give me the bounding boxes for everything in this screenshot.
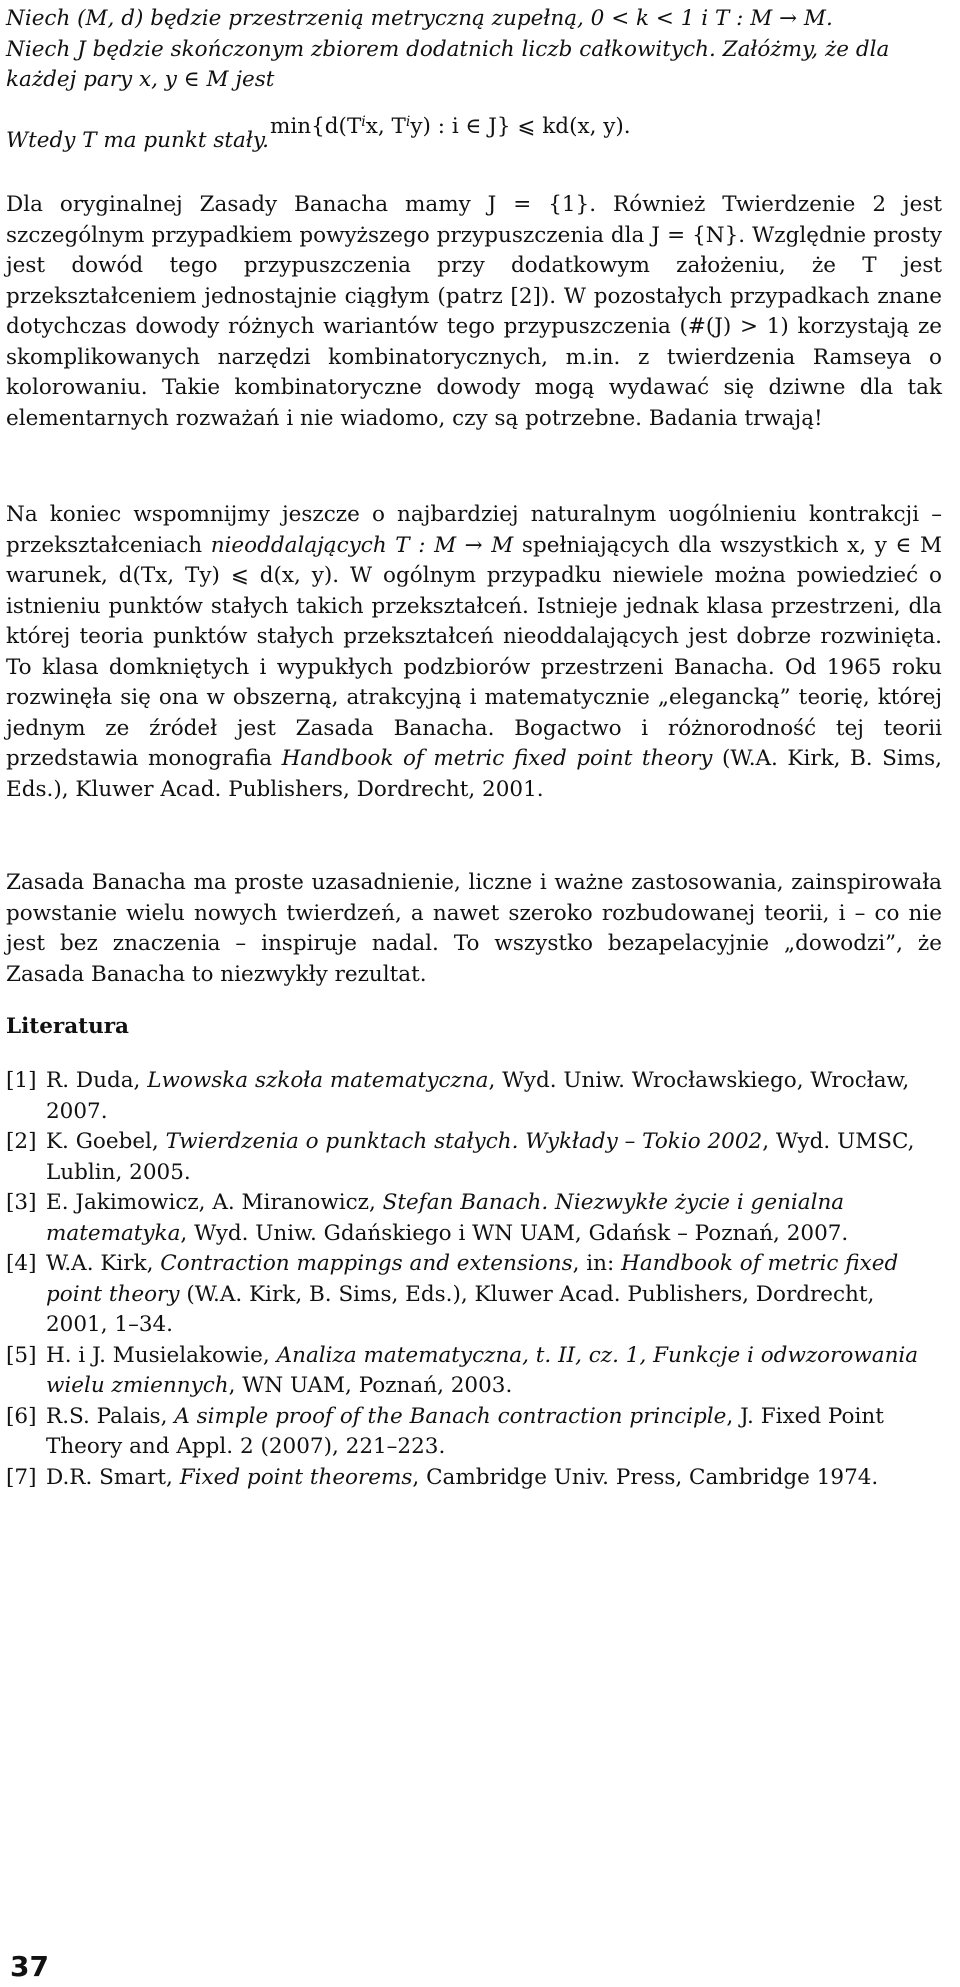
reference-number: [2] [6,1129,37,1154]
reference-item [6,1341,942,1402]
para2-emphasis: nieoddalających T : M → M [210,532,514,558]
reference-body [46,1066,942,1127]
reference-authors: D.R. Smart, [46,1464,180,1490]
literature-heading: Literatura [6,1014,129,1039]
para2-monograph-title: Handbook of metric fixed point theory [281,746,713,771]
reference-item [6,1402,942,1463]
paragraph-nonexpansive-mappings [6,500,942,805]
formula-part-3: y) : i ∈ J} ⩽ kd(x, y). [410,114,631,139]
para2-text-e: (W.A. Kirk, B. Sims, Eds.), Kluwer Acad. Publishers, Dordrecht, 2001. [6,746,942,802]
paragraph-banach-special-cases: Dla oryginalnej Zasady Banacha mamy J = {1}. Również Twierdzenie 2 jest szczególnym przypadkiem powyższego przypuszczenia dla J = {N}. Względnie prosty jest dowód tego przypuszczenia przy dodatkowym założeniu, że T jest przekształceniem jednostajnie ciągłym (patrz [2]). W pozostałych przypadkach znane dotychczas dowody różnych wariantów tego przypuszczenia (#(J) > 1) korzystają ze skomplikowanych narzędzi kombinatorycznych, m.in. z twierdzenia Ramseya o kolorowaniu. Takie kombinatoryczne dowody mogą wydawać się dziwne dla tak elementarnych rozważań i nie wiadomo, czy są potrzebne. Badania trwają! [6,192,942,431]
reference-item [6,1463,942,1494]
conjecture-line-1: Niech (M, d) będzie przestrzenią metryczną zupełną, 0 < k < 1 i T : M → M. [6,6,833,31]
reference-number: [5] [6,1342,37,1368]
conjecture-formula [270,112,631,143]
reference-number: [7] [6,1464,37,1490]
formula-part-2: x, T [365,114,406,139]
reference-number: [4] [6,1251,37,1276]
reference-number: [3] [6,1190,37,1215]
paragraph-conclusion: Zasada Banacha ma proste uzasadnienie, liczne i ważne zastosowania, zainspirowała powstanie wielu nowych twierdzeń, a nawet szeroko rozbudowanej teorii, i – co nie jest bez znaczenia – inspiruje nadal. To wszystko bezapelacyjnie „dowodzi”, że Zasada Banacha to niezwykły rezultat. [6,870,942,987]
reference-number: [6] [6,1403,37,1429]
reference-item [6,1066,942,1127]
conjecture-line-4: Wtedy T ma punkt stały. [6,128,269,153]
formula-superscript-1: i [361,114,366,130]
reference-list [6,1066,942,1493]
para2-text-c: spełniających dla wszystkich x, y ∈ M warunek, d(Tx, Ty) ⩽ d(x, y). W ogólnym przypadku niewiele można powiedzieć o istnieniu punktów stałych takich przekształceń. Istnieje jednak klasa przestrzeni, dla której teoria punktów stałych przekształceń nieoddalających jest dobrze rozwinięta. To klasa domkniętych i wypukłych podzbiorów przestrzeni Banacha. Od 1965 roku rozwinęła się ona w obszerną, atrakcyjną i matematycznie „elegancką” teorię, której jednym ze źródeł jest Zasada Banacha. Bogactwo i różnorodność tej teorii przedstawia monografia [6,532,942,771]
reference-publisher: , Wyd. UMSC, Lublin, 2005. [46,1129,915,1185]
page-number: 37 [10,1950,49,1983]
reference-body [46,1463,942,1494]
reference-body [46,1402,942,1463]
reference-item [6,1249,942,1341]
reference-title: Contraction mappings and extensions [160,1251,573,1276]
reference-publisher: , WN UAM, Poznań, 2003. [228,1373,513,1398]
para2-text-a: Na koniec wspomnijmy jeszcze o najbardziej naturalnym uogólnieniu kontrakcji – przekształceniach [6,502,942,558]
reference-title: Stefan Banach. Niezwykłe życie i genialna matematyka [46,1190,845,1246]
reference-authors: E. Jakimowicz, A. Miranowicz, [46,1190,383,1215]
formula-part-1: min{d(T [270,114,362,139]
formula-superscript-2: i [405,114,411,130]
reference-publisher: , J. Fixed Point Theory and Appl. 2 (2007), 221–223. [46,1403,884,1459]
conjecture-statement [6,4,942,157]
conjecture-line-2: Niech J będzie skończonym zbiorem dodatnich liczb całkowitych. Załóżmy, że dla [6,36,890,62]
reference-authors: R. Duda, [46,1068,148,1093]
reference-body [46,1188,942,1249]
reference-title: Twierdzenia o punktach stałych. Wykłady – Tokio 2002 [165,1129,763,1154]
reference-book-title: Handbook of metric fixed point theory [46,1251,899,1307]
reference-authors: K. Goebel, [46,1129,166,1154]
reference-publisher: (W.A. Kirk, B. Sims, Eds.), Kluwer Acad. Publishers, Dordrecht, 2001, 1–34. [46,1281,875,1337]
reference-number: [1] [6,1068,37,1093]
reference-publisher: , Wyd. Uniw. Gdańskiego i WN UAM, Gdańsk – Poznań, 2007. [180,1220,849,1246]
reference-connector: , in: [572,1251,622,1276]
reference-title: A simple proof of the Banach contraction principle [174,1403,727,1429]
reference-item [6,1127,942,1188]
reference-body [46,1249,942,1341]
reference-publisher: , Wyd. Uniw. Wrocławskiego, Wrocław, 2007. [46,1068,910,1124]
reference-title: Analiza matematyczna, t. II, cz. 1, Funkcje i odwzorowania wielu zmiennych [46,1342,919,1398]
reference-authors: H. i J. Musielakowie, [46,1342,277,1368]
reference-authors: R.S. Palais, [46,1403,175,1429]
reference-body [46,1127,942,1188]
reference-authors: W.A. Kirk, [46,1251,161,1276]
reference-item [6,1188,942,1249]
conjecture-line-3: każdej pary x, y ∈ M jest [6,67,275,92]
reference-title: Fixed point theorems [179,1464,413,1490]
reference-title: Lwowska szkoła matematyczna [147,1068,489,1093]
reference-publisher: , Cambridge Univ. Press, Cambridge 1974. [412,1464,879,1490]
reference-body [46,1341,942,1402]
